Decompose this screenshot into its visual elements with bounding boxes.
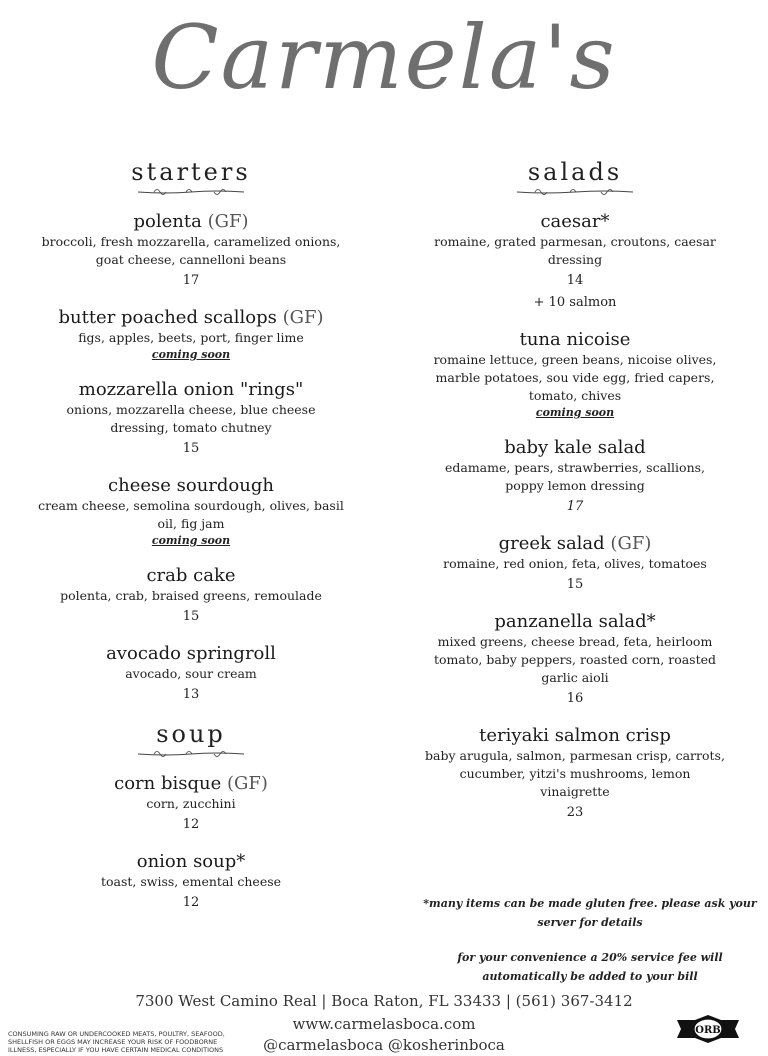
item-name: tuna nicoise xyxy=(519,329,631,350)
item-name: corn bisque xyxy=(114,773,222,794)
item-price: 13 xyxy=(182,687,200,702)
orb-badge-icon xyxy=(675,1014,741,1044)
menu-item-tuna-nicoise xyxy=(425,329,725,421)
soup-heading: soup xyxy=(156,720,226,748)
item-name: polenta xyxy=(133,211,202,232)
food-safety-disclaimer: CONSUMING RAW OR UNDERCOOKED MEATS, POULTRY, SEAFOOD, SHELLFISH OR EGGS MAY INCREASE YOUR RISK OF FOODBORNE ILLNESS, ESPECIALLY IF YOU HAVE CERTAIN MEDICAL CONDITIONS xyxy=(8,1030,225,1054)
menu-item-onion-soup xyxy=(36,851,346,913)
gluten-free-tag: (GF) xyxy=(207,211,249,232)
orb-kosher-badge xyxy=(675,1014,741,1044)
menu-item-greek-salad xyxy=(425,533,725,595)
item-name: mozzarella onion "rings" xyxy=(78,379,304,400)
item-price: 15 xyxy=(566,577,584,592)
item-name: butter poached scallops xyxy=(58,307,277,328)
item-description: cream cheese, semolina sourdough, olives, basil oil, fig jam xyxy=(38,498,344,531)
menu-item-baby-kale xyxy=(425,437,725,517)
item-price: 16 xyxy=(566,691,584,706)
item-price: 17 xyxy=(566,499,584,514)
flourish-divider xyxy=(136,185,246,199)
menu-item-teriyaki-salmon xyxy=(425,725,725,823)
item-name: onion soup* xyxy=(136,851,246,872)
item-name: teriyaki salmon crisp xyxy=(479,725,671,746)
left-column xyxy=(36,155,346,929)
item-description: edamame, pears, strawberries, scallions, poppy lemon dressing xyxy=(444,460,706,493)
menu-item-polenta xyxy=(36,211,346,291)
coming-soon-label: coming soon xyxy=(151,348,231,361)
restaurant-logo xyxy=(0,0,768,140)
menu-item-panzanella xyxy=(425,611,725,709)
item-price: 12 xyxy=(182,895,200,910)
menu-item-avocado-springroll xyxy=(36,643,346,705)
footer-social[interactable]: @carmelasboca @kosherinboca xyxy=(263,1036,505,1054)
gluten-free-tag: (GF) xyxy=(610,533,652,554)
menu-item-corn-bisque xyxy=(36,773,346,835)
item-description: romaine, grated parmesan, croutons, caesar dressing xyxy=(434,234,716,267)
item-description: toast, swiss, emental cheese xyxy=(100,874,282,889)
footer-address: 7300 West Camino Real | Boca Raton, FL 33433 | (561) 367-3412 xyxy=(135,992,633,1010)
gluten-free-note: *many items can be made gluten free. please ask your server for details xyxy=(423,897,757,929)
item-description: avocado, sour cream xyxy=(125,666,257,681)
item-description: romaine lettuce, green beans, nicoise olives, marble potatoes, sou vide egg, fried capers, tomato, chives xyxy=(433,352,717,403)
item-name: cheese sourdough xyxy=(108,475,274,496)
footer-website[interactable]: www.carmelasboca.com xyxy=(292,1015,476,1033)
item-price: 15 xyxy=(182,609,200,624)
item-description: onions, mozzarella cheese, blue cheese dressing, tomato chutney xyxy=(66,402,316,435)
orb-badge-text: ORB xyxy=(695,1025,721,1036)
coming-soon-label: coming soon xyxy=(535,406,615,419)
item-addon: + 10 salmon xyxy=(533,295,617,310)
menu-item-onion-rings xyxy=(36,379,346,459)
gluten-free-tag: (GF) xyxy=(226,773,268,794)
menu-item-scallops xyxy=(36,307,346,363)
starters-heading: starters xyxy=(131,158,251,186)
gluten-free-tag: (GF) xyxy=(282,307,324,328)
item-description: polenta, crab, braised greens, remoulade xyxy=(60,588,322,603)
salads-heading: salads xyxy=(527,158,623,186)
flourish-divider xyxy=(136,747,246,761)
item-name: caesar* xyxy=(540,211,610,232)
item-description: baby arugula, salmon, parmesan crisp, carrots, cucumber, yitzi's mushrooms, lemon vinaigrette xyxy=(425,748,725,799)
menu-item-cheese-sourdough xyxy=(36,475,346,549)
item-price: 14 xyxy=(566,273,584,288)
item-name: crab cake xyxy=(146,565,236,586)
item-price: 15 xyxy=(182,441,200,456)
item-description: mixed greens, cheese bread, feta, heirloom tomato, baby peppers, roasted corn, roasted garlic aioli xyxy=(433,634,717,685)
menu-item-crab-cake xyxy=(36,565,346,627)
flourish-divider xyxy=(515,185,635,199)
item-description: broccoli, fresh mozzarella, caramelized onions, goat cheese, cannelloni beans xyxy=(41,234,341,267)
item-name: avocado springroll xyxy=(106,643,276,664)
item-description: corn, zucchini xyxy=(146,796,236,811)
item-price: 17 xyxy=(182,273,200,288)
menu-item-caesar xyxy=(425,211,725,313)
item-price: 23 xyxy=(566,805,584,820)
item-name: baby kale salad xyxy=(504,437,646,458)
coming-soon-label: coming soon xyxy=(151,534,231,547)
item-description: romaine, red onion, feta, olives, tomatoes xyxy=(443,556,707,571)
item-name: panzanella salad* xyxy=(494,611,656,632)
service-fee-note: for your convenience a 20% service fee will automatically be added to your bill xyxy=(457,951,723,983)
item-name: greek salad xyxy=(498,533,605,554)
item-description: figs, apples, beets, port, finger lime xyxy=(78,330,304,345)
logo-text: Carmela's xyxy=(151,6,617,109)
right-column xyxy=(425,155,725,839)
item-price: 12 xyxy=(182,817,200,832)
